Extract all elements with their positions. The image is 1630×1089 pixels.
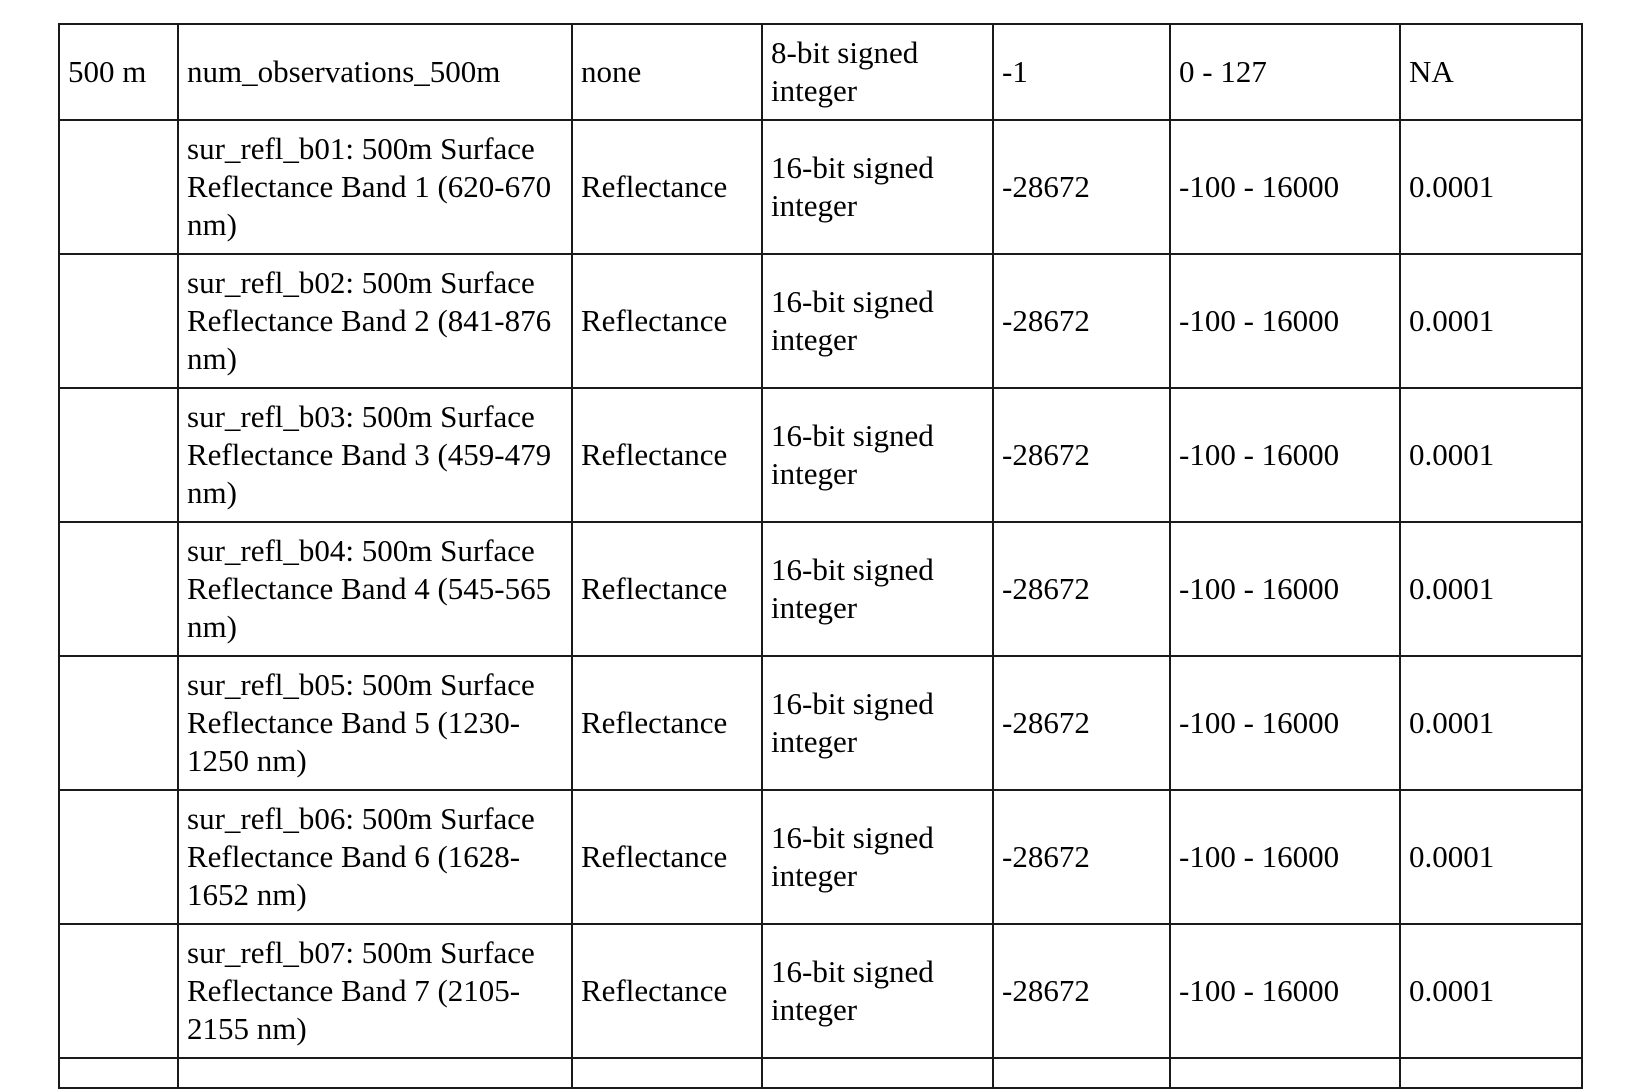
table-row-partial <box>59 1058 1582 1088</box>
data-type-cell: 16-bit signed integer <box>762 790 993 924</box>
sds-name-cell: num_observations_500m <box>178 24 572 120</box>
resolution-cell <box>59 790 178 924</box>
resolution-cell <box>59 388 178 522</box>
units-cell: Reflectance <box>572 790 762 924</box>
fill-value-cell: -28672 <box>993 656 1170 790</box>
empty-cell <box>572 1058 762 1088</box>
sds-name-cell: sur_refl_b02: 500m Surface Reflectance Band 2 (841-876 nm) <box>178 254 572 388</box>
empty-cell <box>993 1058 1170 1088</box>
valid-range-cell: -100 - 16000 <box>1170 388 1400 522</box>
units-cell: none <box>572 24 762 120</box>
table-row <box>59 120 1582 254</box>
units-cell: Reflectance <box>572 656 762 790</box>
scale-factor-cell: 0.0001 <box>1400 656 1582 790</box>
table-row <box>59 522 1582 656</box>
valid-range-cell: -100 - 16000 <box>1170 924 1400 1058</box>
units-cell: Reflectance <box>572 254 762 388</box>
scale-factor-cell: 0.0001 <box>1400 254 1582 388</box>
units-cell: Reflectance <box>572 388 762 522</box>
sds-name-cell: sur_refl_b07: 500m Surface Reflectance Band 7 (2105-2155 nm) <box>178 924 572 1058</box>
empty-cell <box>59 1058 178 1088</box>
resolution-cell <box>59 656 178 790</box>
data-type-cell: 8-bit signed integer <box>762 24 993 120</box>
sds-name-cell: sur_refl_b03: 500m Surface Reflectance Band 3 (459-479 nm) <box>178 388 572 522</box>
data-type-cell: 16-bit signed integer <box>762 120 993 254</box>
fill-value-cell: -28672 <box>993 522 1170 656</box>
resolution-cell <box>59 924 178 1058</box>
data-type-cell: 16-bit signed integer <box>762 254 993 388</box>
data-type-cell: 16-bit signed integer <box>762 924 993 1058</box>
fill-value-cell: -1 <box>993 24 1170 120</box>
data-type-cell: 16-bit signed integer <box>762 388 993 522</box>
sds-name-cell: sur_refl_b01: 500m Surface Reflectance Band 1 (620-670 nm) <box>178 120 572 254</box>
scale-factor-cell: 0.0001 <box>1400 120 1582 254</box>
valid-range-cell: -100 - 16000 <box>1170 522 1400 656</box>
scale-factor-cell: 0.0001 <box>1400 790 1582 924</box>
empty-cell <box>178 1058 572 1088</box>
table-row <box>59 254 1582 388</box>
resolution-cell <box>59 522 178 656</box>
table-row <box>59 924 1582 1058</box>
empty-cell <box>762 1058 993 1088</box>
resolution-cell: 500 m <box>59 24 178 120</box>
valid-range-cell: -100 - 16000 <box>1170 254 1400 388</box>
units-cell: Reflectance <box>572 522 762 656</box>
scale-factor-cell: NA <box>1400 24 1582 120</box>
table-row <box>59 24 1582 120</box>
resolution-cell <box>59 254 178 388</box>
resolution-cell <box>59 120 178 254</box>
sds-table-container <box>58 23 1583 1089</box>
units-cell: Reflectance <box>572 120 762 254</box>
sds-table <box>58 23 1583 1089</box>
empty-cell <box>1400 1058 1582 1088</box>
scale-factor-cell: 0.0001 <box>1400 388 1582 522</box>
fill-value-cell: -28672 <box>993 120 1170 254</box>
scale-factor-cell: 0.0001 <box>1400 522 1582 656</box>
empty-cell <box>1170 1058 1400 1088</box>
sds-name-cell: sur_refl_b06: 500m Surface Reflectance Band 6 (1628-1652 nm) <box>178 790 572 924</box>
fill-value-cell: -28672 <box>993 254 1170 388</box>
table-row <box>59 656 1582 790</box>
fill-value-cell: -28672 <box>993 924 1170 1058</box>
fill-value-cell: -28672 <box>993 388 1170 522</box>
valid-range-cell: -100 - 16000 <box>1170 120 1400 254</box>
sds-name-cell: sur_refl_b04: 500m Surface Reflectance Band 4 (545-565 nm) <box>178 522 572 656</box>
table-row <box>59 790 1582 924</box>
valid-range-cell: -100 - 16000 <box>1170 790 1400 924</box>
data-type-cell: 16-bit signed integer <box>762 522 993 656</box>
valid-range-cell: -100 - 16000 <box>1170 656 1400 790</box>
data-type-cell: 16-bit signed integer <box>762 656 993 790</box>
sds-name-cell: sur_refl_b05: 500m Surface Reflectance Band 5 (1230-1250 nm) <box>178 656 572 790</box>
fill-value-cell: -28672 <box>993 790 1170 924</box>
table-row <box>59 388 1582 522</box>
scale-factor-cell: 0.0001 <box>1400 924 1582 1058</box>
valid-range-cell: 0 - 127 <box>1170 24 1400 120</box>
units-cell: Reflectance <box>572 924 762 1058</box>
